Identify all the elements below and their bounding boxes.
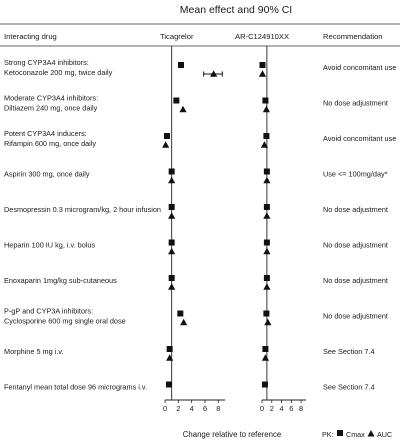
ticagrelor-auc-point xyxy=(168,177,175,184)
metabolite-auc-point xyxy=(263,177,270,184)
metabolite-cmax-point xyxy=(264,169,270,175)
metabolite-x-tick-label: 0 xyxy=(259,404,265,413)
recommendation-text: Use <= 100mg/day* xyxy=(323,169,388,179)
recommendation-text: No dose adjustment xyxy=(323,311,388,321)
ticagrelor-auc-point xyxy=(162,141,169,148)
metabolite-auc-point xyxy=(263,283,270,290)
recommendation-text: Avoid concomitant use xyxy=(323,63,397,72)
metabolite-auc-point xyxy=(259,70,266,77)
metabolite-cmax-point xyxy=(264,240,270,246)
metabolite-cmax-point xyxy=(262,382,268,388)
ticagrelor-cmax-point xyxy=(166,382,172,388)
ticagrelor-cmax-point xyxy=(167,346,173,352)
drug-label-line: Diltiazem 240 mg, once daily xyxy=(4,103,98,113)
ticagrelor-auc-point xyxy=(179,106,186,113)
ticagrelor-cmax-point xyxy=(169,169,175,175)
ticagrelor-x-tick-label: 0 xyxy=(162,404,168,413)
column-header-recommendation: Recommendation xyxy=(323,32,383,41)
drug-label-line: Heparin 100 IU kg, i.v. bolus xyxy=(4,240,96,250)
drug-label-line: Morphine 5 mg i.v. xyxy=(4,347,64,356)
ticagrelor-cmax-point xyxy=(178,62,184,68)
column-header-drug: Interacting drug xyxy=(4,32,57,41)
recommendation-text: No dose adjustment xyxy=(323,98,388,108)
metabolite-cmax-point xyxy=(264,204,270,210)
ticagrelor-cmax-point xyxy=(169,240,175,246)
drug-label-line: Cyclosporine 600 mg single oral dose xyxy=(4,316,126,326)
ticagrelor-x-tick-label: 6 xyxy=(202,404,208,413)
metabolite-auc-point xyxy=(262,354,269,361)
recommendation-text: No dose adjustment xyxy=(323,205,388,214)
drug-label-line: Desmopressin 0.3 microgram/kg, 2 hour infusion xyxy=(4,205,161,214)
legend xyxy=(322,430,392,439)
drug-label-line: Rifampin 600 mg, once daily xyxy=(4,139,97,148)
metabolite-x-tick-label: 6 xyxy=(289,404,294,413)
drug-label-line: Strong CYP3A4 inhibitors: xyxy=(4,58,89,67)
ticagrelor-cmax-point xyxy=(169,275,175,281)
legend-prefix: PK: xyxy=(322,430,334,439)
ticagrelor-cmax-point xyxy=(169,204,175,210)
legend-cmax-label: Cmax xyxy=(346,430,365,439)
metabolite-x-tick-label: 4 xyxy=(279,404,284,413)
recommendation-text: See Section 7.4 xyxy=(323,382,375,392)
metabolite-cmax-point xyxy=(264,275,270,281)
drug-label-line: P-gP and CYP3A inhibitors: xyxy=(4,306,94,316)
legend-auc-marker xyxy=(368,430,375,437)
ticagrelor-cmax-point xyxy=(177,311,183,317)
recommendation-text: Avoid concomitant use xyxy=(323,134,397,143)
x-axis-label: Change relative to reference xyxy=(182,430,282,439)
column-header-ticagrelor: Ticagrelor xyxy=(160,32,194,41)
metabolite-auc-point xyxy=(263,248,270,255)
ticagrelor-cmax-point xyxy=(173,98,179,104)
legend-auc-label: AUC xyxy=(377,430,393,439)
ticagrelor-auc-point xyxy=(168,248,175,255)
drug-label-line: Fentanyl mean total dose 96 micrograms i.v. xyxy=(4,382,148,392)
ticagrelor-auc-point xyxy=(166,354,173,361)
metabolite-cmax-point xyxy=(262,98,268,104)
column-header-metabolite: AR-C124910XX xyxy=(235,32,290,41)
metabolite-x-tick-label: 2 xyxy=(269,404,274,413)
ticagrelor-cmax-point xyxy=(164,133,170,139)
metabolite-cmax-point xyxy=(259,62,265,68)
ticagrelor-auc-point xyxy=(168,212,175,219)
drug-label-line: Enoxaparin 1mg/kg sub-cutaneous xyxy=(4,276,117,285)
metabolite-cmax-point xyxy=(263,311,269,317)
drug-label-line: Moderate CYP3A4 inhibitors: xyxy=(4,93,99,103)
metabolite-auc-point xyxy=(263,212,270,219)
drug-label-line: Aspirin 300 mg, once daily xyxy=(4,169,90,179)
metabolite-cmax-point xyxy=(262,346,268,352)
recommendation-text: No dose adjustment xyxy=(323,240,388,250)
legend-cmax-marker xyxy=(337,430,343,436)
metabolite-cmax-point xyxy=(263,133,269,139)
ticagrelor-auc-point xyxy=(180,319,187,326)
metabolite-x-tick-label: 8 xyxy=(299,404,304,413)
drug-label-line: Potent CYP3A4 inducers: xyxy=(4,129,87,138)
plot-area xyxy=(4,46,396,413)
chart-title: Mean effect and 90% CI xyxy=(179,4,293,16)
ticagrelor-x-tick-label: 4 xyxy=(189,404,194,413)
metabolite-auc-point xyxy=(264,319,271,326)
drug-label-line: Ketoconazole 200 mg, twice daily xyxy=(4,68,113,77)
ticagrelor-x-tick-label: 2 xyxy=(176,404,181,413)
recommendation-text: No dose adjustment xyxy=(323,276,388,285)
recommendation-text: See Section 7.4 xyxy=(323,347,375,356)
ticagrelor-auc-point xyxy=(168,283,175,290)
metabolite-auc-point xyxy=(263,106,270,113)
ticagrelor-x-tick-label: 8 xyxy=(216,404,221,413)
